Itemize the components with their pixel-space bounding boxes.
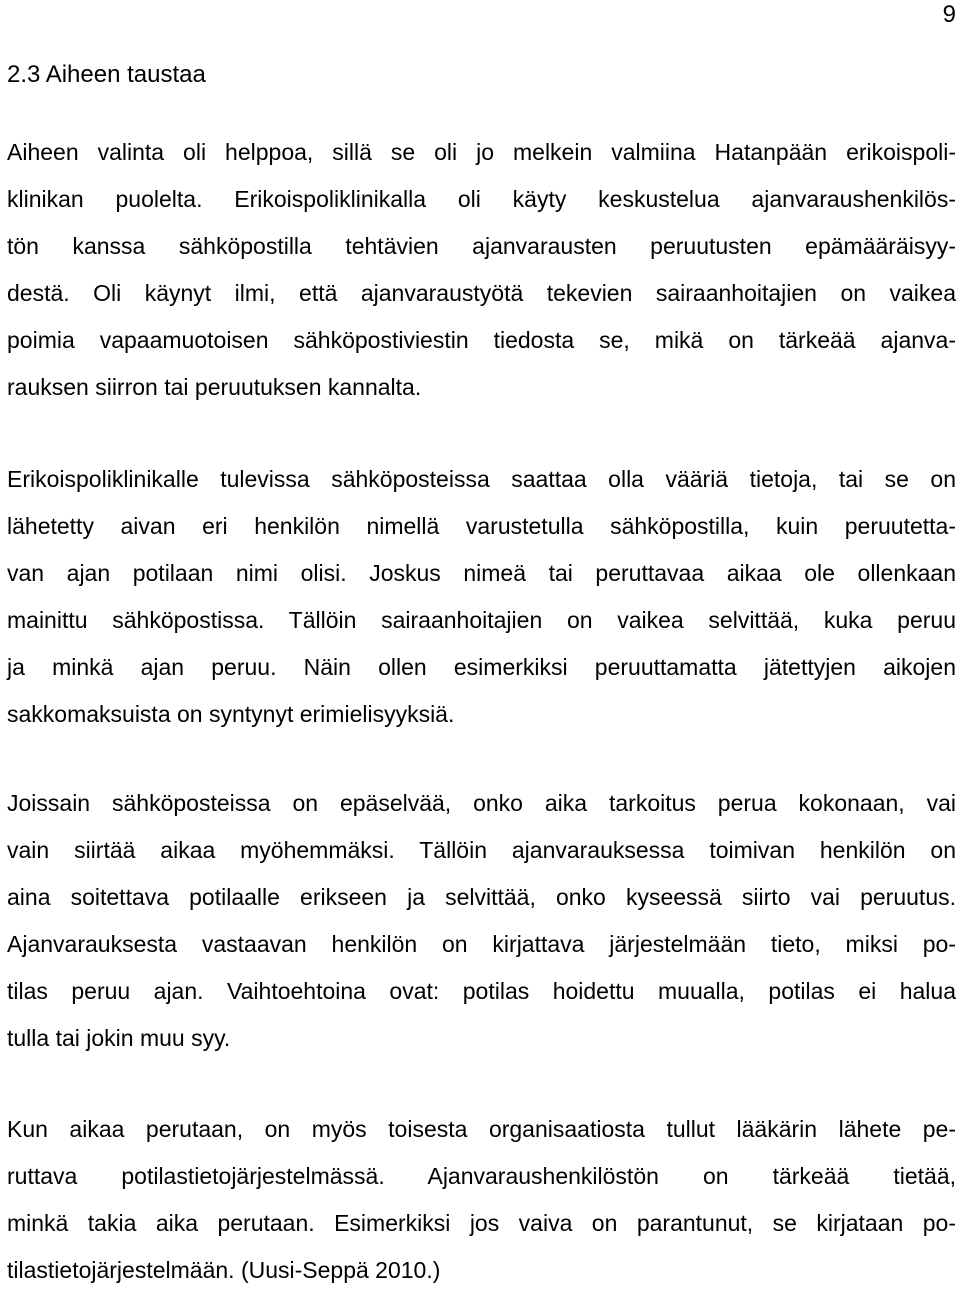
paragraph-2 [7, 456, 956, 738]
text-line: Joissain sähköposteissa on epäselvää, onko aika tarkoitus perua kokonaan, vai [7, 790, 956, 816]
text-line: Kun aikaa perutaan, on myös toisesta organisaatiosta tullut lääkärin lähete pe- [7, 1116, 956, 1142]
section-heading: 2.3 Aiheen taustaa [7, 61, 206, 88]
page-number: 9 [942, 1, 956, 28]
text-line: mainittu sähköpostissa. Tällöin sairaanhoitajien on vaikea selvittää, kuka peruu [7, 607, 956, 633]
text-line: Aiheen valinta oli helppoa, sillä se oli jo melkein valmiina Hatanpään erikoispoli- [7, 139, 956, 165]
text-line: ja minkä ajan peruu. Näin ollen esimerkiksi peruuttamatta jätettyjen aikojen [7, 654, 956, 680]
paragraph-3 [7, 780, 956, 1062]
text-line: Erikoispoliklinikalle tulevissa sähköposteissa saattaa olla vääriä tietoja, tai se on [7, 466, 956, 492]
text-line: lähetetty aivan eri henkilön nimellä varustetulla sähköpostilla, kuin peruutetta- [7, 513, 956, 539]
text-line: rauksen siirron tai peruutuksen kannalta. [7, 374, 422, 400]
text-line: minkä takia aika perutaan. Esimerkiksi jos vaiva on parantunut, se kirjataan po- [7, 1210, 956, 1236]
text-line: tilastietojärjestelmään. (Uusi-Seppä 2010.) [7, 1257, 441, 1283]
text-line: aina soitettava potilaalle erikseen ja selvittää, onko kyseessä siirto vai peruutus. [7, 884, 956, 910]
text-line: tilas peruu ajan. Vaihtoehtoina ovat: potilas hoidettu muualla, potilas ei halua [7, 978, 956, 1004]
text-line: klinikan puolelta. Erikoispoliklinikalla oli käyty keskustelua ajanvaraushenkilös- [7, 186, 956, 212]
text-line: sakkomaksuista on syntynyt erimielisyyksiä. [7, 701, 455, 727]
text-line: poimia vapaamuotoisen sähköpostiviestin tiedosta se, mikä on tärkeää ajanva- [7, 327, 956, 353]
paragraph-1 [7, 129, 956, 411]
text-line: tulla tai jokin muu syy. [7, 1025, 231, 1051]
text-line: destä. Oli käynyt ilmi, että ajanvaraustyötä tekevien sairaanhoitajien on vaikea [7, 280, 956, 306]
text-line: van ajan potilaan nimi olisi. Joskus nimeä tai peruttavaa aikaa ole ollenkaan [7, 560, 956, 586]
text-line: Ajanvarauksesta vastaavan henkilön on kirjattava järjestelmään tieto, miksi po- [7, 931, 956, 957]
text-line: tön kanssa sähköpostilla tehtävien ajanvarausten peruutusten epämääräisyy- [7, 233, 956, 259]
paragraph-4 [7, 1106, 956, 1294]
text-line: vain siirtää aikaa myöhemmäksi. Tällöin ajanvarauksessa toimivan henkilön on [7, 837, 956, 863]
text-line: ruttava potilastietojärjestelmässä. Ajanvaraushenkilöstön on tärkeää tietää, [7, 1163, 956, 1189]
